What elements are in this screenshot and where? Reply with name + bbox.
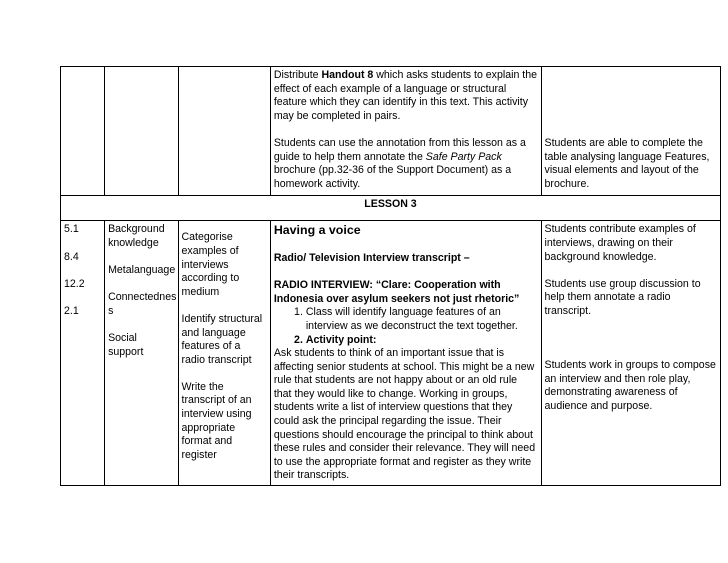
lesson-heading: Having a voice (273, 223, 361, 238)
outcomes-cell (61, 221, 105, 486)
handout-paragraph: Distribute Handout 8 which asks students to explain the effect of each example of a language or structural feature which they can identify in this text. This activity may be completed in pairs. (273, 69, 538, 122)
outcome-code: 12.2 (64, 277, 85, 290)
activity-steps (274, 306, 538, 347)
concept-cell-empty (105, 67, 178, 196)
concept-item: Social support (108, 332, 144, 358)
outcome-code: 8.4 (64, 250, 79, 263)
evidence-cell (541, 221, 720, 486)
evidence-cell (541, 67, 720, 196)
outcome-code: 2.1 (64, 304, 79, 317)
outcome-cell-empty (61, 67, 105, 196)
concept-item: Background knowledge (108, 223, 165, 249)
objective-item: Categorise examples of interviews according to medium (181, 231, 240, 298)
objective-item: Write the transcript of an interview using appropriate format and register (181, 380, 252, 461)
evidence-text: Students work in groups to compose an interview and then role play, demonstrating awareness of audience and purpose. (544, 359, 716, 413)
activity-step: 1. Class will identify language features of an interview as we deconstruct the text together. (306, 306, 538, 333)
concepts-cell (105, 221, 178, 486)
annotation-paragraph: Students can use the annotation from this lesson as a guide to help them annotate the Safe Party Pack brochure (pp.32-36 of the Support Document) as a homework activity. (273, 136, 526, 190)
concept-item: Metalanguage (108, 264, 176, 277)
radio-interview-title: RADIO INTERVIEW: “Clare: Cooperation with Indonesia over asylum seekers not just rhetoric” (273, 279, 520, 305)
objective-cell-empty (178, 67, 270, 196)
evidence-text: Students use group discussion to help them annotate a radio transcript. (544, 277, 701, 317)
activity-cell (270, 221, 541, 486)
activity-step: 2. Activity point: (306, 334, 538, 348)
concept-item: Connectednes s (108, 291, 177, 317)
lesson-title-row (61, 196, 721, 221)
activity-cell (270, 67, 541, 196)
outcome-code: 5.1 (64, 223, 79, 236)
interview-subheading: Radio/ Television Interview transcript – (273, 251, 470, 264)
lesson-plan-table (60, 66, 721, 486)
activity-paragraph: Ask students to think of an important issue that is affecting senior students at school. This might be a new rule that students are not happy about or an old rule that they would like to change. Working in groups, students write a list of interview questions that they could ask the principal regarding the issue. Their questions should encourage the principal to think about these rules and consider their relevance. They will need to use the appropriate format and register as they write their transcripts. (273, 347, 536, 482)
lesson-title: LESSON 3 (61, 196, 721, 221)
table-row-lesson3 (61, 221, 721, 486)
table-row-handout (61, 67, 721, 196)
objective-item: Identify structural and language features of a radio transcript (181, 312, 263, 366)
evidence-text: Students contribute examples of interviews, drawing on their background knowledge. (544, 223, 696, 263)
objectives-cell (178, 221, 270, 486)
evidence-text: Students are able to complete the table analysing language Features, visual elements and layout of the brochure. (544, 136, 710, 190)
